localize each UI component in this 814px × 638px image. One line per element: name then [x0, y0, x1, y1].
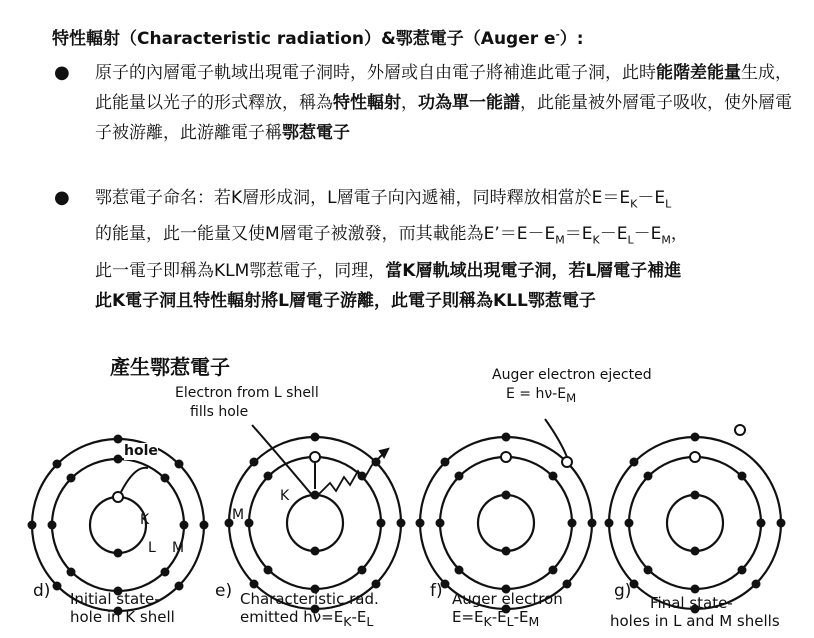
figure-title: 產生鄂惹電子: [110, 355, 230, 379]
bullet-item-1: [52, 58, 792, 148]
label-auger-energy: $E = h\nu-E_M$: [506, 386, 577, 405]
bullet-1-text: 原子的內層電子軌域出現電子洞時，外層或自由電子將補進此電子洞，此時能階差能量生成，此能量以光子的形式釋放，稱為特性輻射，功為單一能譜，此能量被外層電子吸收，使外層電子被游離，此游離電子稱鄂惹電子: [95, 63, 792, 143]
caption-f-text: Auger electron $E=E_K-E_L-E_M$: [452, 590, 563, 629]
label-m-shell: M: [172, 540, 185, 556]
label-m-shell-e: M: [232, 507, 245, 523]
label-electron-from-l: Electron from L shell: [175, 385, 319, 401]
label-l-shell: L: [148, 540, 156, 556]
caption-f: f): [430, 581, 443, 601]
label-fills-hole: fills hole: [190, 404, 249, 420]
auger-figure: [0, 345, 814, 638]
section-heading: 特性輻射（Characteristic radiation）&鄂惹電子（Auger e-）:: [52, 29, 584, 49]
caption-g: g): [614, 581, 632, 601]
bullet-item-2: [52, 183, 792, 316]
caption-e: e): [215, 581, 233, 601]
label-k-shell-e: K: [280, 488, 290, 504]
caption-e-text: Characteristic rad. emitted $h\nu=E_K-E_L$: [240, 590, 379, 629]
bullet-icon: ●: [54, 187, 70, 208]
caption-d: d): [33, 581, 51, 601]
bullet-2-text: 鄂惹電子命名：若K層形成洞，L層電子向內遞補，同時釋放相當於$E=E_K-E_L$ 的能量，此一能量又使M層電子被激發，而其載能為$E’=E-E_M=E_K-E_L-E_M$， 此一電子即稱為KLM鄂惹電子，同理，當K層軌域出現電子洞，若L層電子補進 此K電子洞且特性輻射將L層電子游離，此電子則稱為KLL鄂惹電子: [95, 188, 688, 311]
label-k-shell: K: [140, 512, 150, 528]
label-hole: hole: [124, 443, 158, 459]
caption-g-text: Final state- holes in L and M shells: [610, 594, 780, 630]
caption-d-text: Initial state- hole in K shell: [70, 590, 175, 626]
label-auger-ejected: Auger electron ejected: [492, 367, 652, 383]
bullet-icon: ●: [54, 62, 70, 83]
